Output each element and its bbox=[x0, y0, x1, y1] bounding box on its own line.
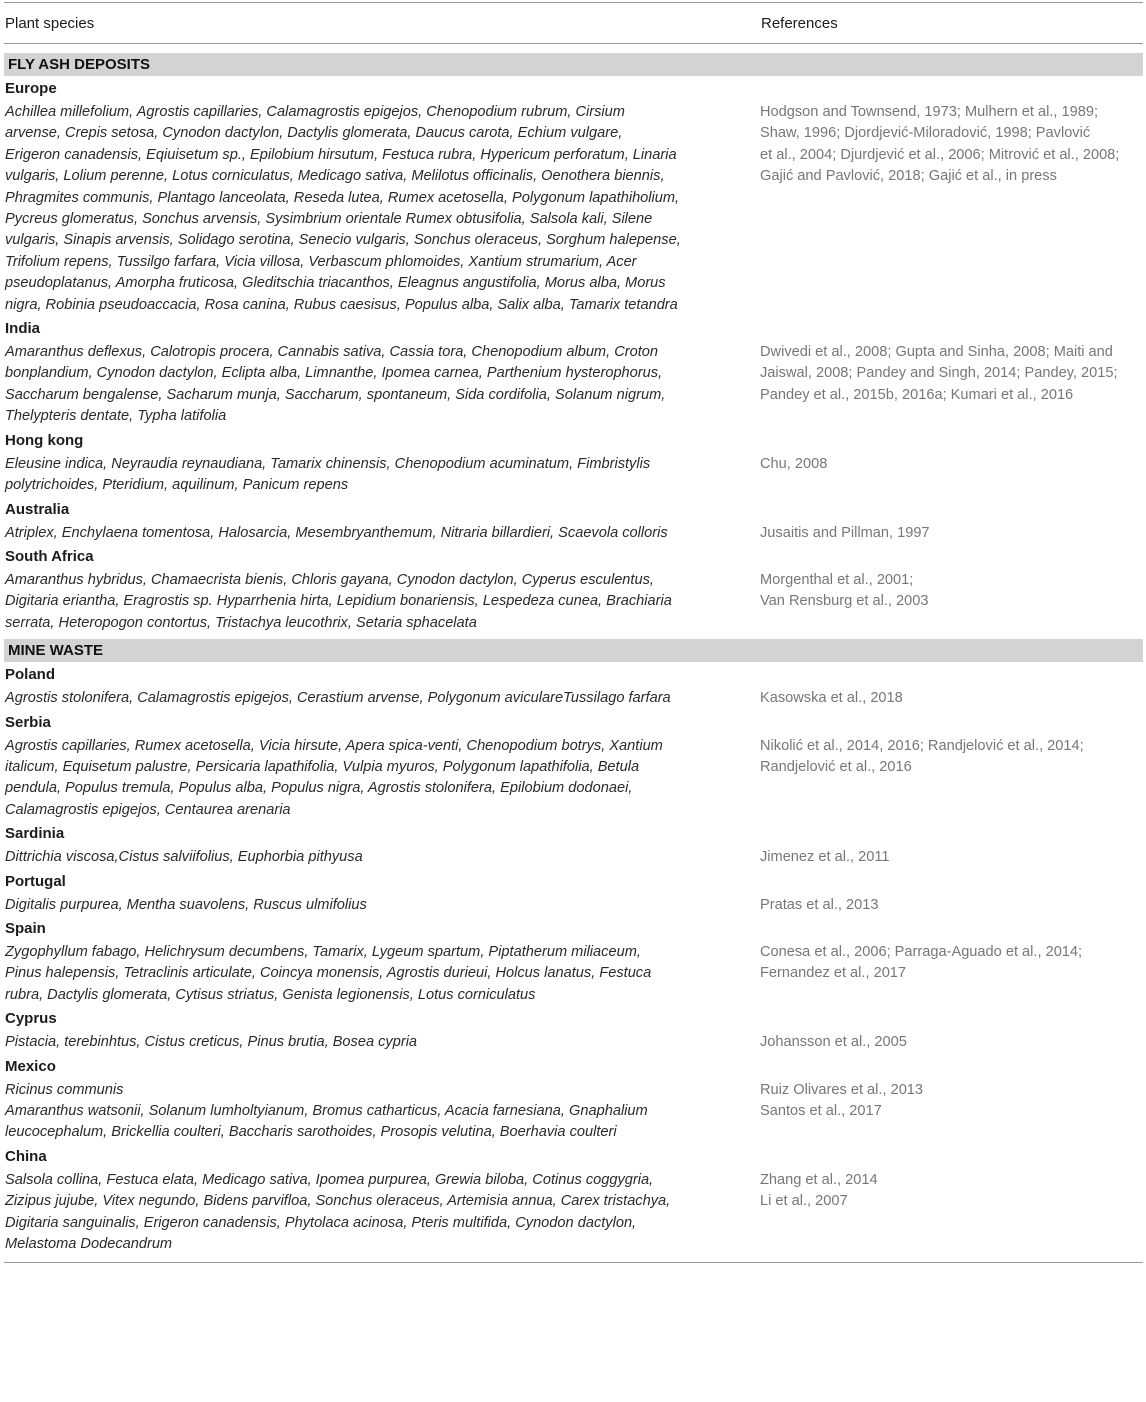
species-cell: Zygophyllum fabago, Helichrysum decumbens, Tamarix, Lygeum spartum, Piptatherum miliaceum, Pinus halepensis, Tetraclinis articulate, Coincya monensis, Agrostis durieui, Holcus lanatus, Festuca rubra, Dactylis glomerata, Cytisus striatus, Genista legionensis, Lotus corniculatus bbox=[5, 943, 652, 1003]
references-cell: Dwivedi et al., 2008; Gupta and Sinha, 2008; Maiti and Jaiswal, 2008; Pandey and Singh, 2014; Pandey, 2015; Pandey et al., 2015b, 2016a; Kumari et al., 2016 bbox=[760, 344, 1118, 403]
section-header: FLY ASH DEPOSITS bbox=[4, 53, 1143, 76]
table-row bbox=[4, 1032, 1143, 1053]
table-row bbox=[4, 102, 1143, 316]
species-cell: Salsola collina, Festuca elata, Medicago sativa, Ipomea purpurea, Grewia biloba, Cotinus coggygria, Zizipus jujube, Vitex negundo, Bidens parvifloa, Sonchus oleraceus, Artemisia annua, Carex tristachya, Digitaria sanguinalis, Erigeron canadensis, Phytolaca acinosa, Pteris multifida, Cynodon dactylon, Melastoma Dodecandrum bbox=[5, 1171, 671, 1253]
references-cell: Kasowska et al., 2018 bbox=[760, 690, 903, 707]
table-row bbox=[4, 342, 1143, 428]
species-cell: Amaranthus hybridus, Chamaecrista bienis, Chloris gayana, Cynodon dactylon, Cyperus esculentus, Digitaria eriantha, Eragrostis sp. Hyparrhenia hirta, Lepidium bonariensis, Lespedeza cunea, Brachiaria serrata, Heteropogon contortus, Tristachya leucothrix, Setaria sphacelata bbox=[5, 571, 672, 631]
species-cell: Amaranthus deflexus, Calotropis procera, Cannabis sativa, Cassia tora, Chenopodium album, Croton bonplandium, Cynodon dactylon, Eclipta alba, Limnanthe, Ipomea carnea, Parthenium hysterophorus, Saccharum bengalense, Sacharum munja, Saccharum, spontaneum, Sida cordifolia, Solanum nigrum, Thelypteris dentate, Typha latifolia bbox=[5, 344, 666, 425]
references-cell: Ruiz Olivares et al., 2013 Santos et al., 2017 bbox=[760, 1081, 924, 1119]
region-label: Poland bbox=[5, 666, 56, 684]
table-row bbox=[4, 736, 1143, 822]
species-cell: Achillea millefolium, Agrostis capillaries, Calamagrostis epigejos, Chenopodium rubrum, Cirsium arvense, Crepis setosa, Cynodon dactylon, Dactylis glomerata, Daucus carota, Echium vulgare, Erigeron canadensis, Eqiuisetum sp., Epilobium hirsutum, Festuca rubra, Hypericum perforatum, Linaria vulgaris, Lolium perenne, Lotus corniculatus, Medicago sativa, Melilotus officinalis, Oenothera biennis, Phragmites communis, Plantago lanceolata, Reseda lutea, Rumex acetosella, Polygonum lapathiholium, Pycreus glomeratus, Sonchus arvensis, Sysimbrium orientale Rumex obtusifolia, Salsola kali, Silene vulgaris, Sinapis arvensis, Solidago serotina, Senecio vulgaris, Sonchus oleraceus, Sorghum halepense, Trifolium repens, Tussilgo farfara, Vicia villosa, Verbascum phlomoides, Xantium strumarium, Acer pseudoplatanus, Amorpha fruticosa, Gleditschia triacanthos, Eleagnus angustifolia, Morus alba, Morus nigra, Robinia pseudoaccacia, Rosa canina, Rubus caesisus, Populus alba, Salix alba, Tamarix tetandra bbox=[5, 104, 681, 313]
species-cell: Agrostis capillaries, Rumex acetosella, Vicia hirsute, Apera spica-venti, Chenopodium botrys, Xantium italicum, Equisetum palustre, Persicaria lapathifolia, Vulpia myuros, Polygonum lapathifolia, Betula pendula, Populus tremula, Populus alba, Populus nigra, Agrostis stolonifera, Epilobium dodonaei, Calamagrostis epigejos, Centaurea arenaria bbox=[5, 737, 663, 818]
references-column-header: References bbox=[761, 14, 838, 32]
species-cell: Atriplex, Enchylaena tomentosa, Halosarcia, Mesembryanthemum, Nitraria billardieri, Scaevola colloris bbox=[5, 524, 668, 541]
species-table bbox=[4, 2, 1143, 1263]
references-cell: Chu, 2008 bbox=[760, 455, 828, 472]
table-row bbox=[4, 523, 1143, 544]
section-header: MINE WASTE bbox=[4, 639, 1143, 662]
references-cell: Hodgson and Townsend, 1973; Mulhern et al., 1989; Shaw, 1996; Djordjević-Miloradović, 1998; Pavlović et al., 2004; Djurdjević et al., 2006; Mitrović et al., 2008; Gajić and Pavlović, 2018; Gajić et al., in press bbox=[760, 104, 1120, 185]
references-cell: Pratas et al., 2013 bbox=[760, 896, 879, 913]
table-row bbox=[4, 688, 1143, 709]
table-row bbox=[4, 1080, 1143, 1144]
region-label: South Africa bbox=[5, 547, 94, 565]
species-cell: Eleusine indica, Neyraudia reynaudiana, Tamarix chinensis, Chenopodium acuminatum, Fimbristylis polytrichoides, Pteridium, aquilinum, Panicum repens bbox=[5, 455, 651, 494]
header-rule bbox=[4, 43, 1143, 44]
references-cell: Jimenez et al., 2011 bbox=[760, 849, 890, 866]
species-column-header: Plant species bbox=[5, 14, 95, 32]
references-cell: Jusaitis and Pillman, 1997 bbox=[760, 524, 930, 541]
species-cell: Digitalis purpurea, Mentha suavolens, Ruscus ulmifolius bbox=[5, 896, 367, 913]
region-label: China bbox=[5, 1147, 47, 1165]
bottom-rule bbox=[4, 1262, 1143, 1263]
table-row bbox=[4, 570, 1143, 634]
table-row bbox=[4, 895, 1143, 916]
table-header bbox=[4, 3, 1143, 43]
region-label: Sardinia bbox=[5, 825, 65, 843]
region-label: Hong kong bbox=[5, 431, 84, 449]
region-label: Australia bbox=[5, 500, 70, 518]
region-label: Mexico bbox=[5, 1057, 56, 1075]
region-label: Portugal bbox=[5, 872, 66, 890]
species-cell: Agrostis stolonifera, Calamagrostis epigejos, Cerastium arvense, Polygonum aviculareTussilago farfara bbox=[5, 690, 671, 707]
region-label: Spain bbox=[5, 919, 46, 937]
references-cell: Zhang et al., 2014 Li et al., 2007 bbox=[760, 1171, 878, 1210]
table-row bbox=[4, 942, 1143, 1006]
region-label: Serbia bbox=[5, 713, 51, 731]
region-label: India bbox=[5, 320, 41, 338]
species-cell: Ricinus communis Amaranthus watsonii, Solanum lumholtyianum, Bromus catharticus, Acacia farnesiana, Gnaphalium leucocephalum, Brickellia coulteri, Baccharis sarothoides, Prosopis velutina, Boerhavia coulteri bbox=[5, 1081, 648, 1141]
species-cell: Dittrichia viscosa,Cistus salviifolius, Euphorbia pithyusa bbox=[5, 849, 363, 866]
references-cell: Johansson et al., 2005 bbox=[760, 1034, 907, 1051]
table-row bbox=[4, 454, 1143, 497]
table-body bbox=[4, 53, 1143, 1255]
table-row bbox=[4, 847, 1143, 868]
region-label: Cyprus bbox=[5, 1010, 57, 1028]
references-cell: Nikolić et al., 2014, 2016; Randjelović et al., 2014; Randjelović et al., 2016 bbox=[760, 737, 1084, 775]
region-label: Europe bbox=[5, 80, 57, 97]
references-cell: Morgenthal et al., 2001; Van Rensburg et al., 2003 bbox=[760, 571, 929, 610]
references-cell: Conesa et al., 2006; Parraga-Aguado et al., 2014; Fernandez et al., 2017 bbox=[760, 943, 1083, 982]
species-cell: Pistacia, terebinhtus, Cistus creticus, Pinus brutia, Bosea cypria bbox=[5, 1034, 418, 1051]
table-row bbox=[4, 1170, 1143, 1256]
